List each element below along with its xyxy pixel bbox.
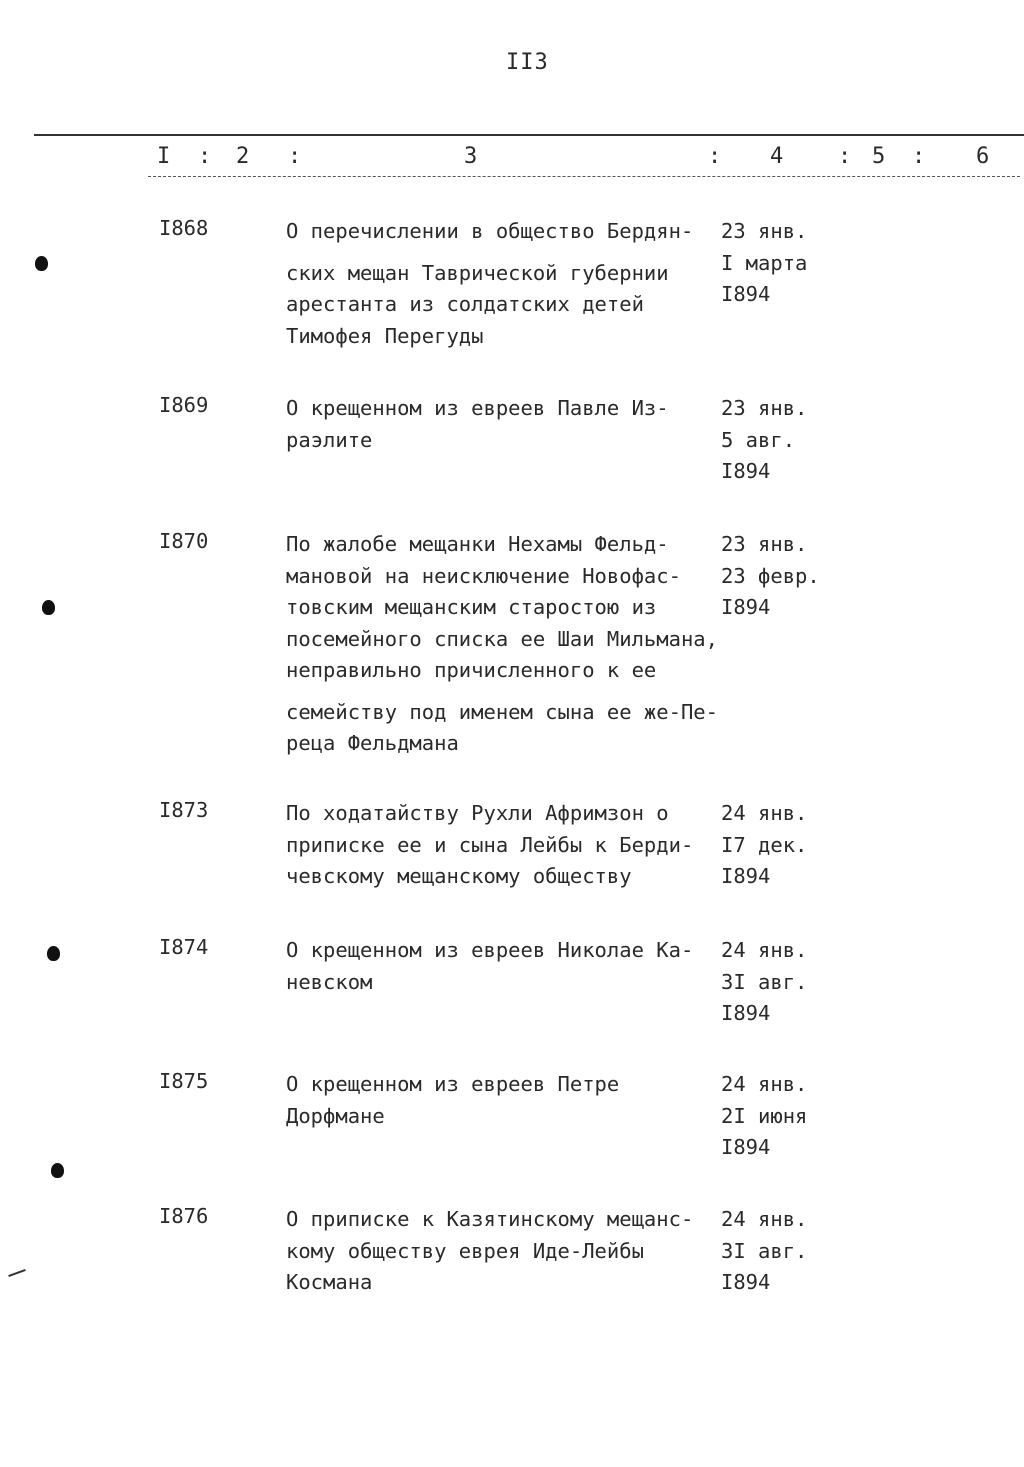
entry-dates <box>721 935 807 1030</box>
page-number: II3 <box>506 50 549 75</box>
entry-dates <box>721 216 807 311</box>
entry-title <box>286 1069 726 1132</box>
entry-dates <box>721 529 820 624</box>
date-start: 24 янв. <box>721 1207 808 1231</box>
date-start: 24 янв. <box>721 1072 808 1096</box>
date-start: 23 янв. <box>721 396 808 420</box>
column-2-label: 2 <box>236 144 250 169</box>
column-6-label: 6 <box>976 144 990 169</box>
title-line: ских мещан Таврической губернии <box>286 260 669 285</box>
date-year: I894 <box>721 1001 771 1025</box>
entry-title <box>286 216 726 352</box>
entry-number: I876 <box>159 1204 209 1228</box>
title-line: По жалобе мещанки Нехамы Фельд- <box>286 532 669 556</box>
entry-title <box>286 1204 726 1299</box>
date-start: 23 янв. <box>721 532 808 556</box>
title-line: семейству под именем сына ее же-Пе- <box>286 699 718 724</box>
header-bottom-rule <box>148 176 1020 177</box>
date-year: I894 <box>721 1270 771 1294</box>
entry-number: I870 <box>159 529 209 553</box>
title-line: О перечислении в общество Бердян- <box>286 219 694 243</box>
date-end: 23 февр. <box>721 563 820 588</box>
title-line: кому обществу еврея Иде-Лейбы <box>286 1238 644 1263</box>
punch-hole <box>47 946 60 961</box>
punch-hole <box>42 600 55 615</box>
date-end: 2I июня <box>721 1103 808 1128</box>
entry-title <box>286 798 726 893</box>
column-separator: : <box>838 144 852 169</box>
title-line: арестанта из солдатских детей <box>286 292 644 316</box>
date-start: 23 янв. <box>721 219 808 243</box>
entry-dates <box>721 393 807 488</box>
punch-hole <box>35 256 48 271</box>
column-1-label: I <box>157 144 171 169</box>
column-4-label: 4 <box>770 144 784 169</box>
title-line: О крещенном из евреев Петре <box>286 1072 620 1096</box>
title-line: невском <box>286 969 373 994</box>
entry-dates <box>721 1069 807 1164</box>
entry-number: I875 <box>159 1069 209 1093</box>
punch-hole <box>51 1163 64 1178</box>
date-start: 24 янв. <box>721 938 808 962</box>
entry-title <box>286 529 726 760</box>
title-line: Дорфмане <box>286 1103 385 1128</box>
entry-dates <box>721 1204 807 1299</box>
date-end: I марта <box>721 250 808 275</box>
entry-number: I873 <box>159 798 209 822</box>
date-year: I894 <box>721 864 771 888</box>
title-line: приписке ее и сына Лейбы к Берди- <box>286 832 694 857</box>
entry-title <box>286 393 726 456</box>
entry-title <box>286 935 726 998</box>
date-year: I894 <box>721 282 771 306</box>
date-end: I7 дек. <box>721 832 808 857</box>
title-line: посемейного списка ее Шаи Мильмана, <box>286 626 718 651</box>
date-year: I894 <box>721 459 771 483</box>
title-line: товским мещанским старостою из <box>286 595 657 619</box>
column-separator: : <box>912 144 926 169</box>
title-line: Тимофея Перегуды <box>286 323 484 348</box>
title-line: О крещенном из евреев Павле Из- <box>286 396 669 420</box>
title-line: чевскому мещанскому обществу <box>286 864 632 888</box>
title-line: По ходатайству Рухли Афримзон о <box>286 801 669 825</box>
header-top-rule <box>34 134 1024 136</box>
entry-dates <box>721 798 807 893</box>
date-end: 3I авг. <box>721 969 808 994</box>
title-line: раэлите <box>286 427 373 452</box>
column-3-label: 3 <box>464 144 478 169</box>
entry-number: I868 <box>159 216 209 240</box>
edge-mark <box>8 1269 26 1277</box>
title-line: О приписке к Казятинскому мещанс- <box>286 1207 694 1231</box>
title-line: О крещенном из евреев Николае Ка- <box>286 938 694 962</box>
date-start: 24 янв. <box>721 801 808 825</box>
date-year: I894 <box>721 1135 771 1159</box>
column-header <box>0 144 1024 174</box>
title-line: неправильно причисленного к ее <box>286 658 657 682</box>
column-5-label: 5 <box>872 144 886 169</box>
date-year: I894 <box>721 595 771 619</box>
column-separator: : <box>288 144 302 169</box>
column-separator: : <box>198 144 212 169</box>
column-separator: : <box>708 144 722 169</box>
title-line: мановой на неисключение Новофас- <box>286 563 681 588</box>
entry-number: I869 <box>159 393 209 417</box>
title-line: реца Фельдмана <box>286 731 459 755</box>
entry-number: I874 <box>159 935 209 959</box>
date-end: 3I авг. <box>721 1238 808 1263</box>
title-line: Космана <box>286 1270 373 1294</box>
date-end: 5 авг. <box>721 427 796 452</box>
